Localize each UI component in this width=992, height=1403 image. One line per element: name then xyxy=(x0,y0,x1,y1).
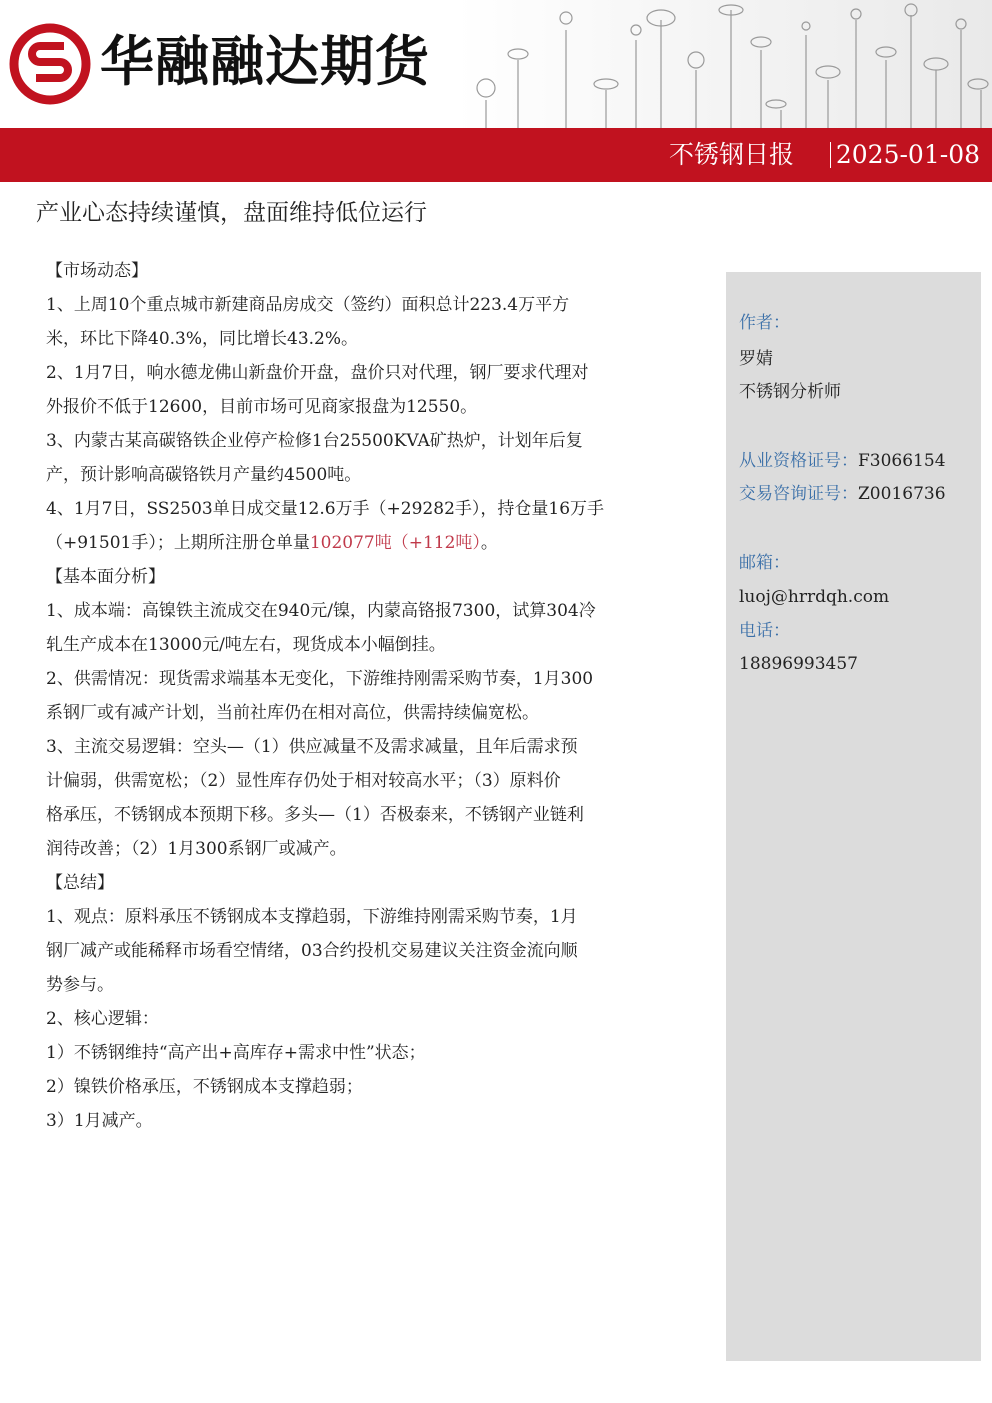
summary-line: 2）镍铁价格承压，不锈钢成本支撑趋弱； xyxy=(46,1077,363,1097)
summary-line: 势参与。 xyxy=(46,975,114,995)
email-link[interactable]: luoj@hrrdqh.com xyxy=(739,587,890,607)
logo-circle-s-icon xyxy=(0,0,100,128)
section-title-fundamental: 【基本面分析】 xyxy=(46,567,165,587)
market-line: 3、内蒙古某高碳铬铁企业停产检修1台25500KVA矿热炉，计划年后复 xyxy=(46,431,583,451)
author-title: 不锈钢分析师 xyxy=(739,382,841,402)
author-label: 作者： xyxy=(739,313,790,333)
fundamental-line: 系钢厂或有减产计划，当前社库仍在相对高位，供需持续偏宽松。 xyxy=(46,703,539,723)
summary-line: 1、观点：原料承压不锈钢成本支撑趋弱，下游维持刚需采购节奏，1月 xyxy=(46,907,578,927)
fundamental-line: 轧生产成本在13000元/吨左右，现货成本小幅倒挂。 xyxy=(46,635,446,655)
market-line: 米，环比下降40.3%，同比增长43.2%。 xyxy=(46,329,359,349)
author-sidebar xyxy=(726,272,981,1361)
report-type: 不锈钢日报 xyxy=(668,140,794,169)
summary-line: 3）1月减产。 xyxy=(46,1111,153,1131)
market-line-last xyxy=(46,526,656,560)
license-row xyxy=(739,446,946,476)
consult-row xyxy=(739,479,946,509)
market-line: 1、上周10个重点城市新建商品房成交（签约）面积总计223.4万平方 xyxy=(46,295,570,315)
email-label: 邮箱： xyxy=(739,553,790,573)
market-line: 产，预计影响高碳铬铁月产量约4500吨。 xyxy=(46,465,362,485)
fundamental-line: 3、主流交易逻辑：空头—（1）供应减量不及需求减量，且年后需求预 xyxy=(46,737,578,757)
warehouse-receipt-highlight: 102077吨（+112吨） xyxy=(309,533,481,553)
phone-number: 18896993457 xyxy=(739,654,858,674)
fundamental-line: 2、供需情况：现货需求端基本无变化，下游维持刚需采购节奏，1月300 xyxy=(46,669,594,689)
consult-label: 交易咨询证号： xyxy=(739,484,858,504)
fundamental-line: 1、成本端：高镍铁主流成交在940元/镍，内蒙高铬报7300，试算304冷 xyxy=(46,601,596,621)
fundamental-line: 润待改善；（2）1月300系钢厂或减产。 xyxy=(46,839,347,859)
license-number: F3066154 xyxy=(858,451,946,471)
summary-line: 1）不锈钢维持“高产出+高库存+需求中性”状态； xyxy=(46,1043,426,1063)
market-last-suffix: 。 xyxy=(480,533,498,553)
market-last-prefix: （+91501手）；上期所注册仓单量 xyxy=(46,533,310,553)
fundamental-line: 格承压，不锈钢成本预期下移。多头—（1）否极泰来，不锈钢产业链利 xyxy=(46,805,584,825)
market-line: 2、1月7日，响水德龙佛山新盘价开盘，盘价只对代理，钢厂要求代理对 xyxy=(46,363,589,383)
section-title-market: 【市场动态】 xyxy=(46,261,148,281)
section-title-summary: 【总结】 xyxy=(46,873,114,893)
report-date: 2025-01-08 xyxy=(835,140,980,169)
summary-line: 钢厂减产或能稀释市场看空情绪，03合约投机交易建议关注资金流向顺 xyxy=(46,941,578,961)
market-line: 外报价不低于12600，目前市场可见商家报盘为12550。 xyxy=(46,397,478,417)
summary-line: 2、核心逻辑： xyxy=(46,1009,159,1029)
fundamental-line: 计偏弱，供需宽松；（2）显性库存仍处于相对较高水平；（3）原料价 xyxy=(46,771,561,791)
decorative-lines-graphic xyxy=(456,0,992,128)
report-header xyxy=(0,0,992,128)
page-headline: 产业心态持续谨慎，盘面维持低位运行 xyxy=(36,200,427,226)
report-body xyxy=(46,254,656,1138)
author-name: 罗婧 xyxy=(739,349,773,369)
license-label: 从业资格证号： xyxy=(739,451,858,471)
title-bar xyxy=(0,128,992,182)
consult-number: Z0016736 xyxy=(858,484,946,504)
brand-name: 华融融达期货 xyxy=(100,30,430,93)
market-line: 4、1月7日，SS2503单日成交量12.6万手（+29282手），持仓量16万手 xyxy=(46,499,605,519)
phone-label: 电话： xyxy=(739,621,790,641)
title-separator xyxy=(830,142,831,168)
